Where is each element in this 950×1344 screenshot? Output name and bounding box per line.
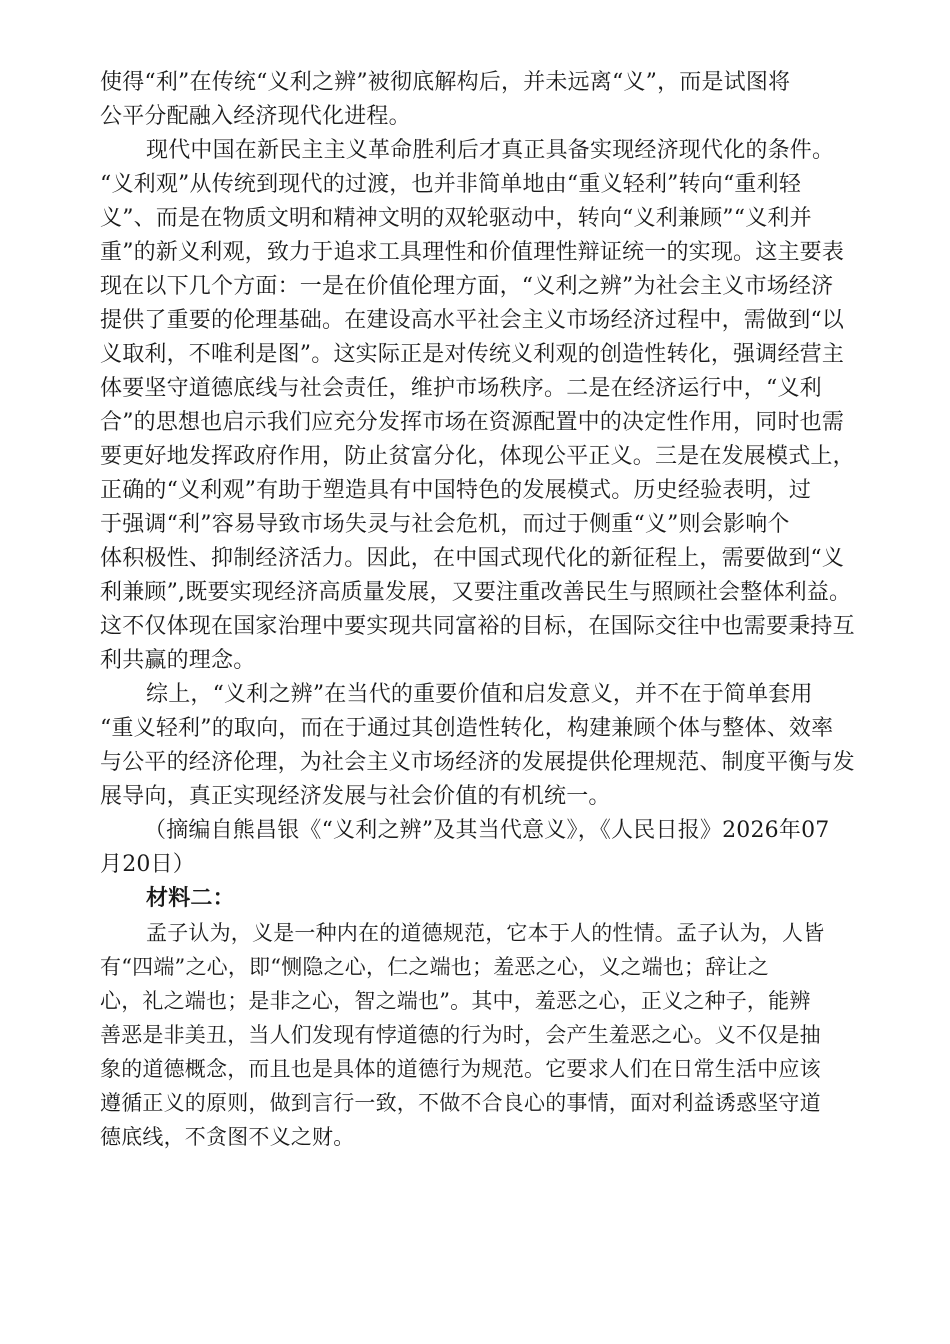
text-line: 德底线，不贪图不义之财。 bbox=[100, 1125, 355, 1149]
paragraph-conclusion bbox=[100, 678, 860, 814]
text-line: 体要坚守道德底线与社会责任，维护市场秩序。二是在经济运行中，“义利 bbox=[100, 376, 822, 401]
text-line: 重”的新义利观，致力于追求工具理性和价值理性辩证统一的实现。这主要表 bbox=[100, 240, 845, 265]
text-line: “义利观”从传统到现代的过渡，也并非简单地由“重义轻利”转向“重利轻 bbox=[100, 172, 802, 197]
text-line: 孟子认为，义是一种内在的道德规范，它本于人的性情。孟子认为，人皆 bbox=[146, 921, 825, 945]
document-page bbox=[100, 66, 860, 1154]
text-line: 义取利，不唯利是图”。这实际正是对传统义利观的创造性转化，强调经营主 bbox=[100, 342, 845, 367]
text-line: 与公平的经济伦理，为社会主义市场经济的发展提供伦理规范、制度平衡与发 bbox=[100, 750, 855, 775]
text-line: 有“四端”之心，即“恻隐之心，仁之端也；羞恶之心，义之端也；辞让之 bbox=[100, 955, 769, 979]
text-line: 心，礼之端也；是非之心，智之端也”。其中，羞恶之心，正义之种子，能辨 bbox=[100, 989, 811, 1013]
text-line: 遵循正义的原则，做到言行一致，不做不合良心的事情，面对利益诱惑坚守道 bbox=[100, 1091, 821, 1115]
text-line: 体积极性、抑制经济活力。因此，在中国式现代化的新征程上，需要做到“义 bbox=[100, 546, 845, 571]
text-line: 综上，“义利之辨”在当代的重要价值和启发意义，并不在于简单套用 bbox=[146, 682, 813, 707]
text-line: 展导向，真正实现经济发展与社会价值的有机统一。 bbox=[100, 784, 611, 809]
source-citation bbox=[100, 814, 860, 882]
section-heading-material-2: 材料二： bbox=[146, 886, 235, 911]
text-line: 善恶是非美丑，当人们发现有悖道德的行为时，会产生羞恶之心。义不仅是抽 bbox=[100, 1023, 821, 1047]
text-line: 月20日） bbox=[100, 852, 195, 877]
text-line: 于强调“利”容易导致市场失灵与社会危机，而过于侧重“义”则会影响个 bbox=[100, 512, 790, 537]
text-line: 公平分配融入经济现代化进程。 bbox=[100, 104, 411, 129]
text-line: （摘编自熊昌银《“义利之辨”及其当代意义》，《人民日报》2026年07 bbox=[144, 818, 830, 843]
text-line: 使得“利”在传统“义利之辨”被彻底解构后，并未远离“义”，而是试图将 bbox=[100, 70, 791, 95]
text-line: 现代中国在新民主主义革命胜利后才真正具备实现经济现代化的条件。 bbox=[146, 138, 835, 163]
text-line: 现在以下几个方面：一是在价值伦理方面，“义利之辨”为社会主义市场经济 bbox=[100, 274, 834, 299]
text-line: 要更好地发挥政府作用，防止贫富分化，体现公平正义。三是在发展模式上， bbox=[100, 444, 855, 469]
paragraph-continuation bbox=[100, 66, 860, 134]
text-line: 提供了重要的伦理基础。在建设高水平社会主义市场经济过程中，需做到“以 bbox=[100, 308, 845, 333]
text-line: 象的道德概念，而且也是具体的道德行为规范。它要求人们在日常生活中应该 bbox=[100, 1057, 821, 1081]
text-line: 利兼顾”,既要实现经济高质量发展，又要注重改善民生与照顾社会整体利益。 bbox=[100, 580, 852, 605]
text-line: 合”的思想也启示我们应充分发挥市场在资源配置中的决定性作用，同时也需 bbox=[100, 410, 845, 435]
text-line: 利共赢的理念。 bbox=[100, 648, 256, 673]
paragraph-material-2 bbox=[100, 916, 860, 1154]
text-line: “重义轻利”的取向，而在于通过其创造性转化，构建兼顾个体与整体、效率 bbox=[100, 716, 834, 741]
text-line: 义”、而是在物质文明和精神文明的双轮驱动中，转向“义利兼顾”“义利并 bbox=[100, 206, 812, 231]
paragraph-modern-china bbox=[100, 134, 860, 678]
text-line: 正确的“义利观”有助于塑造具有中国特色的发展模式。历史经验表明，过 bbox=[100, 478, 812, 503]
text-line: 这不仅体现在国家治理中要实现共同富裕的目标，在国际交往中也需要秉持互 bbox=[100, 614, 855, 639]
